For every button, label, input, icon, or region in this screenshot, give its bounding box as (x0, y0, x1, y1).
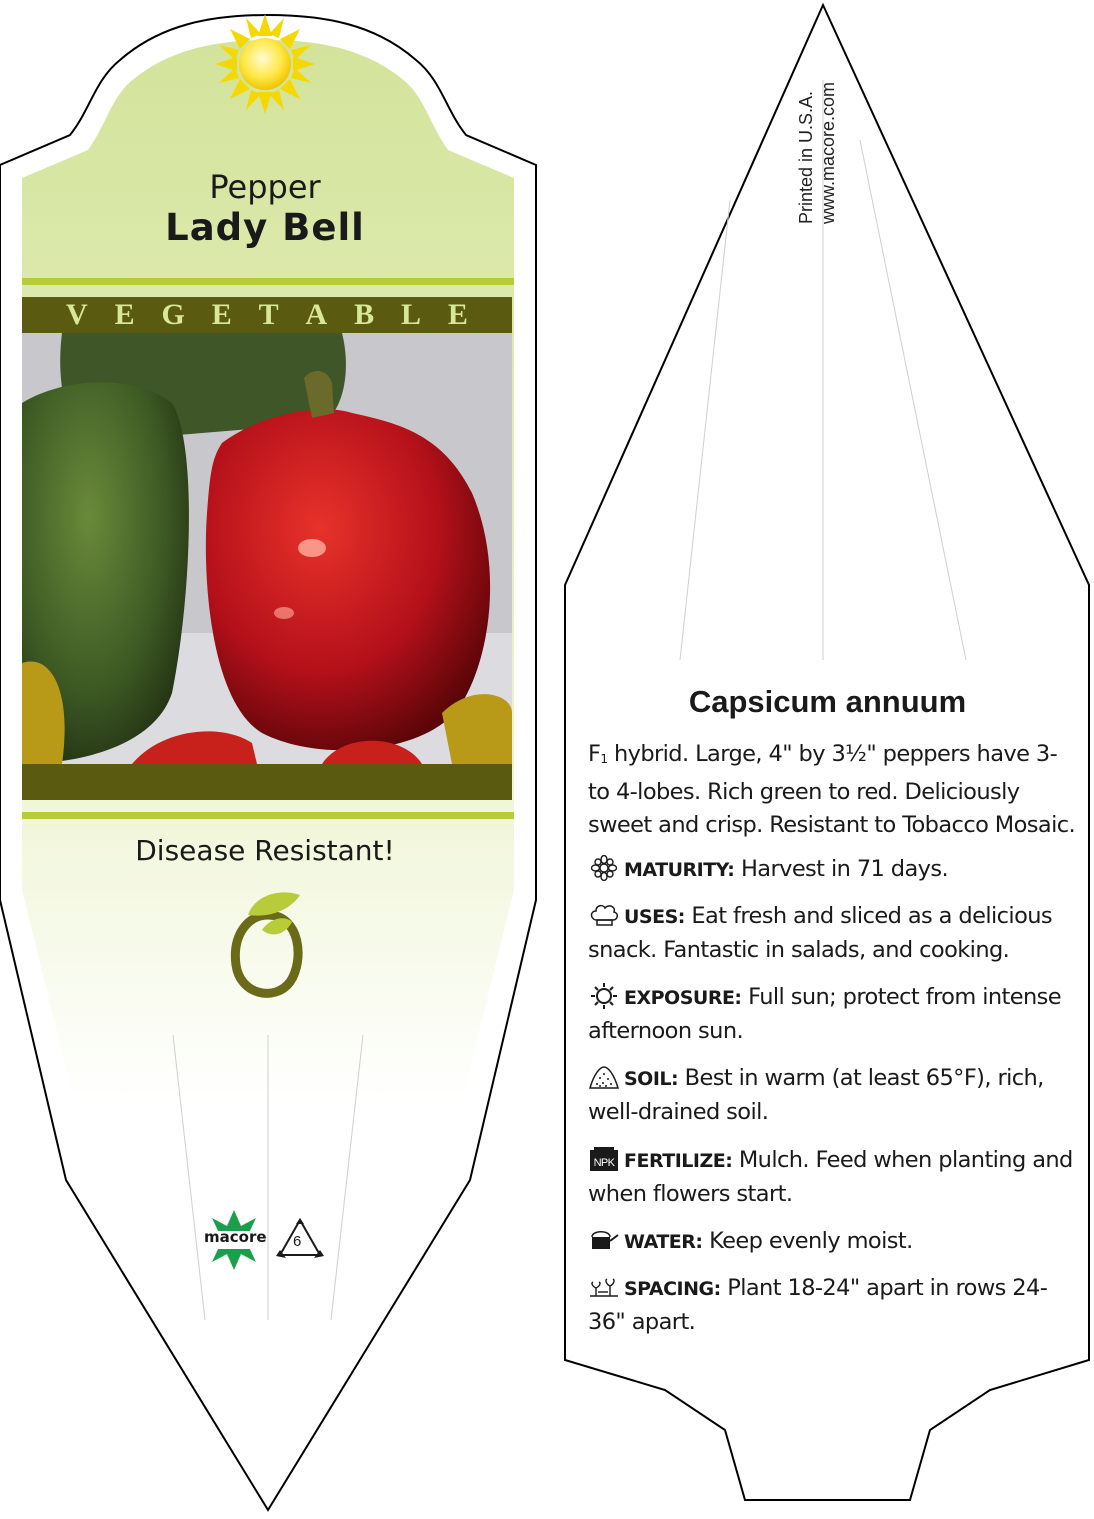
info-row-soil (588, 1062, 1078, 1129)
printed-info (795, 82, 839, 224)
info-row-spacing (588, 1272, 1078, 1339)
info-row-water (588, 1225, 1078, 1259)
soil-pile-icon (588, 1064, 620, 1090)
crop-name: Pepper (209, 168, 321, 206)
category-letter: E (447, 298, 468, 331)
desc-text: hybrid. Large, 4" by 3½" peppers have 3- to 4-lobes. Rich green to red. Deliciously sweet and crisp. Resistant to Tobacco Mosaic. (588, 741, 1076, 838)
category-letter: E (114, 298, 135, 331)
species-name: Capsicum annuum (688, 684, 967, 719)
seedling-spacing-icon (588, 1274, 620, 1300)
spacing-label: SPACING: (624, 1278, 721, 1300)
info-row-fertilize (588, 1144, 1078, 1211)
printed-line-1: Printed in U.S.A. (796, 90, 816, 224)
tagline: Disease Resistant! (135, 834, 395, 867)
uses-label: USES: (624, 906, 685, 928)
exposure-text: Full sun; protect from intense afternoon sun. (588, 984, 1062, 1044)
brand-name: macore (204, 1228, 267, 1246)
spacing-text: Plant 18-24" apart in rows 24-36" apart. (588, 1275, 1048, 1335)
category-letter: G (161, 298, 185, 331)
category-letter: V (66, 298, 88, 331)
sun-icon (215, 14, 315, 114)
watering-can-icon (588, 1227, 620, 1253)
recycle-code: 6 (293, 1233, 302, 1250)
info-row-uses (588, 900, 1078, 967)
info-row-maturity (588, 853, 1078, 887)
info-row-exposure (588, 981, 1078, 1048)
category-letter: B (354, 298, 375, 331)
fertilize-text: Mulch. Feed when planting and when flowers start. (588, 1147, 1073, 1207)
printed-line-2: www.macore.com (818, 81, 838, 224)
desc-subscript: 1 (600, 752, 608, 766)
category-letter: A (305, 298, 328, 331)
sun-icon (588, 983, 620, 1009)
maturity-text: Harvest in 71 days. (734, 856, 949, 882)
category-banner (22, 297, 512, 333)
flower-icon (588, 855, 620, 881)
pepper-photo (22, 333, 512, 764)
npk-fertilizer-icon (588, 1146, 620, 1172)
category-letter: T (258, 298, 279, 331)
maturity-label: MATURITY: (624, 859, 735, 881)
category-letter: L (400, 298, 421, 331)
chef-hat-icon (588, 902, 620, 928)
fertilize-label: FERTILIZE: (624, 1150, 733, 1172)
desc-prefix: F (588, 741, 601, 767)
soil-label: SOIL: (624, 1068, 679, 1090)
photo-bottom-band (22, 764, 512, 800)
water-label: WATER: (624, 1231, 703, 1253)
soil-text: Best in warm (at least 65°F), rich, well-drained soil. (588, 1065, 1044, 1125)
uses-text: Eat fresh and sliced as a delicious snack. Fantastic in salads, and cooking. (588, 903, 1053, 963)
exposure-label: EXPOSURE: (624, 987, 742, 1009)
variety-name: Lady Bell (165, 206, 365, 249)
svg-text:NPK: NPK (593, 1157, 615, 1169)
water-text: Keep evenly moist. (702, 1228, 913, 1254)
description (588, 738, 1078, 842)
category-letter: E (211, 298, 232, 331)
